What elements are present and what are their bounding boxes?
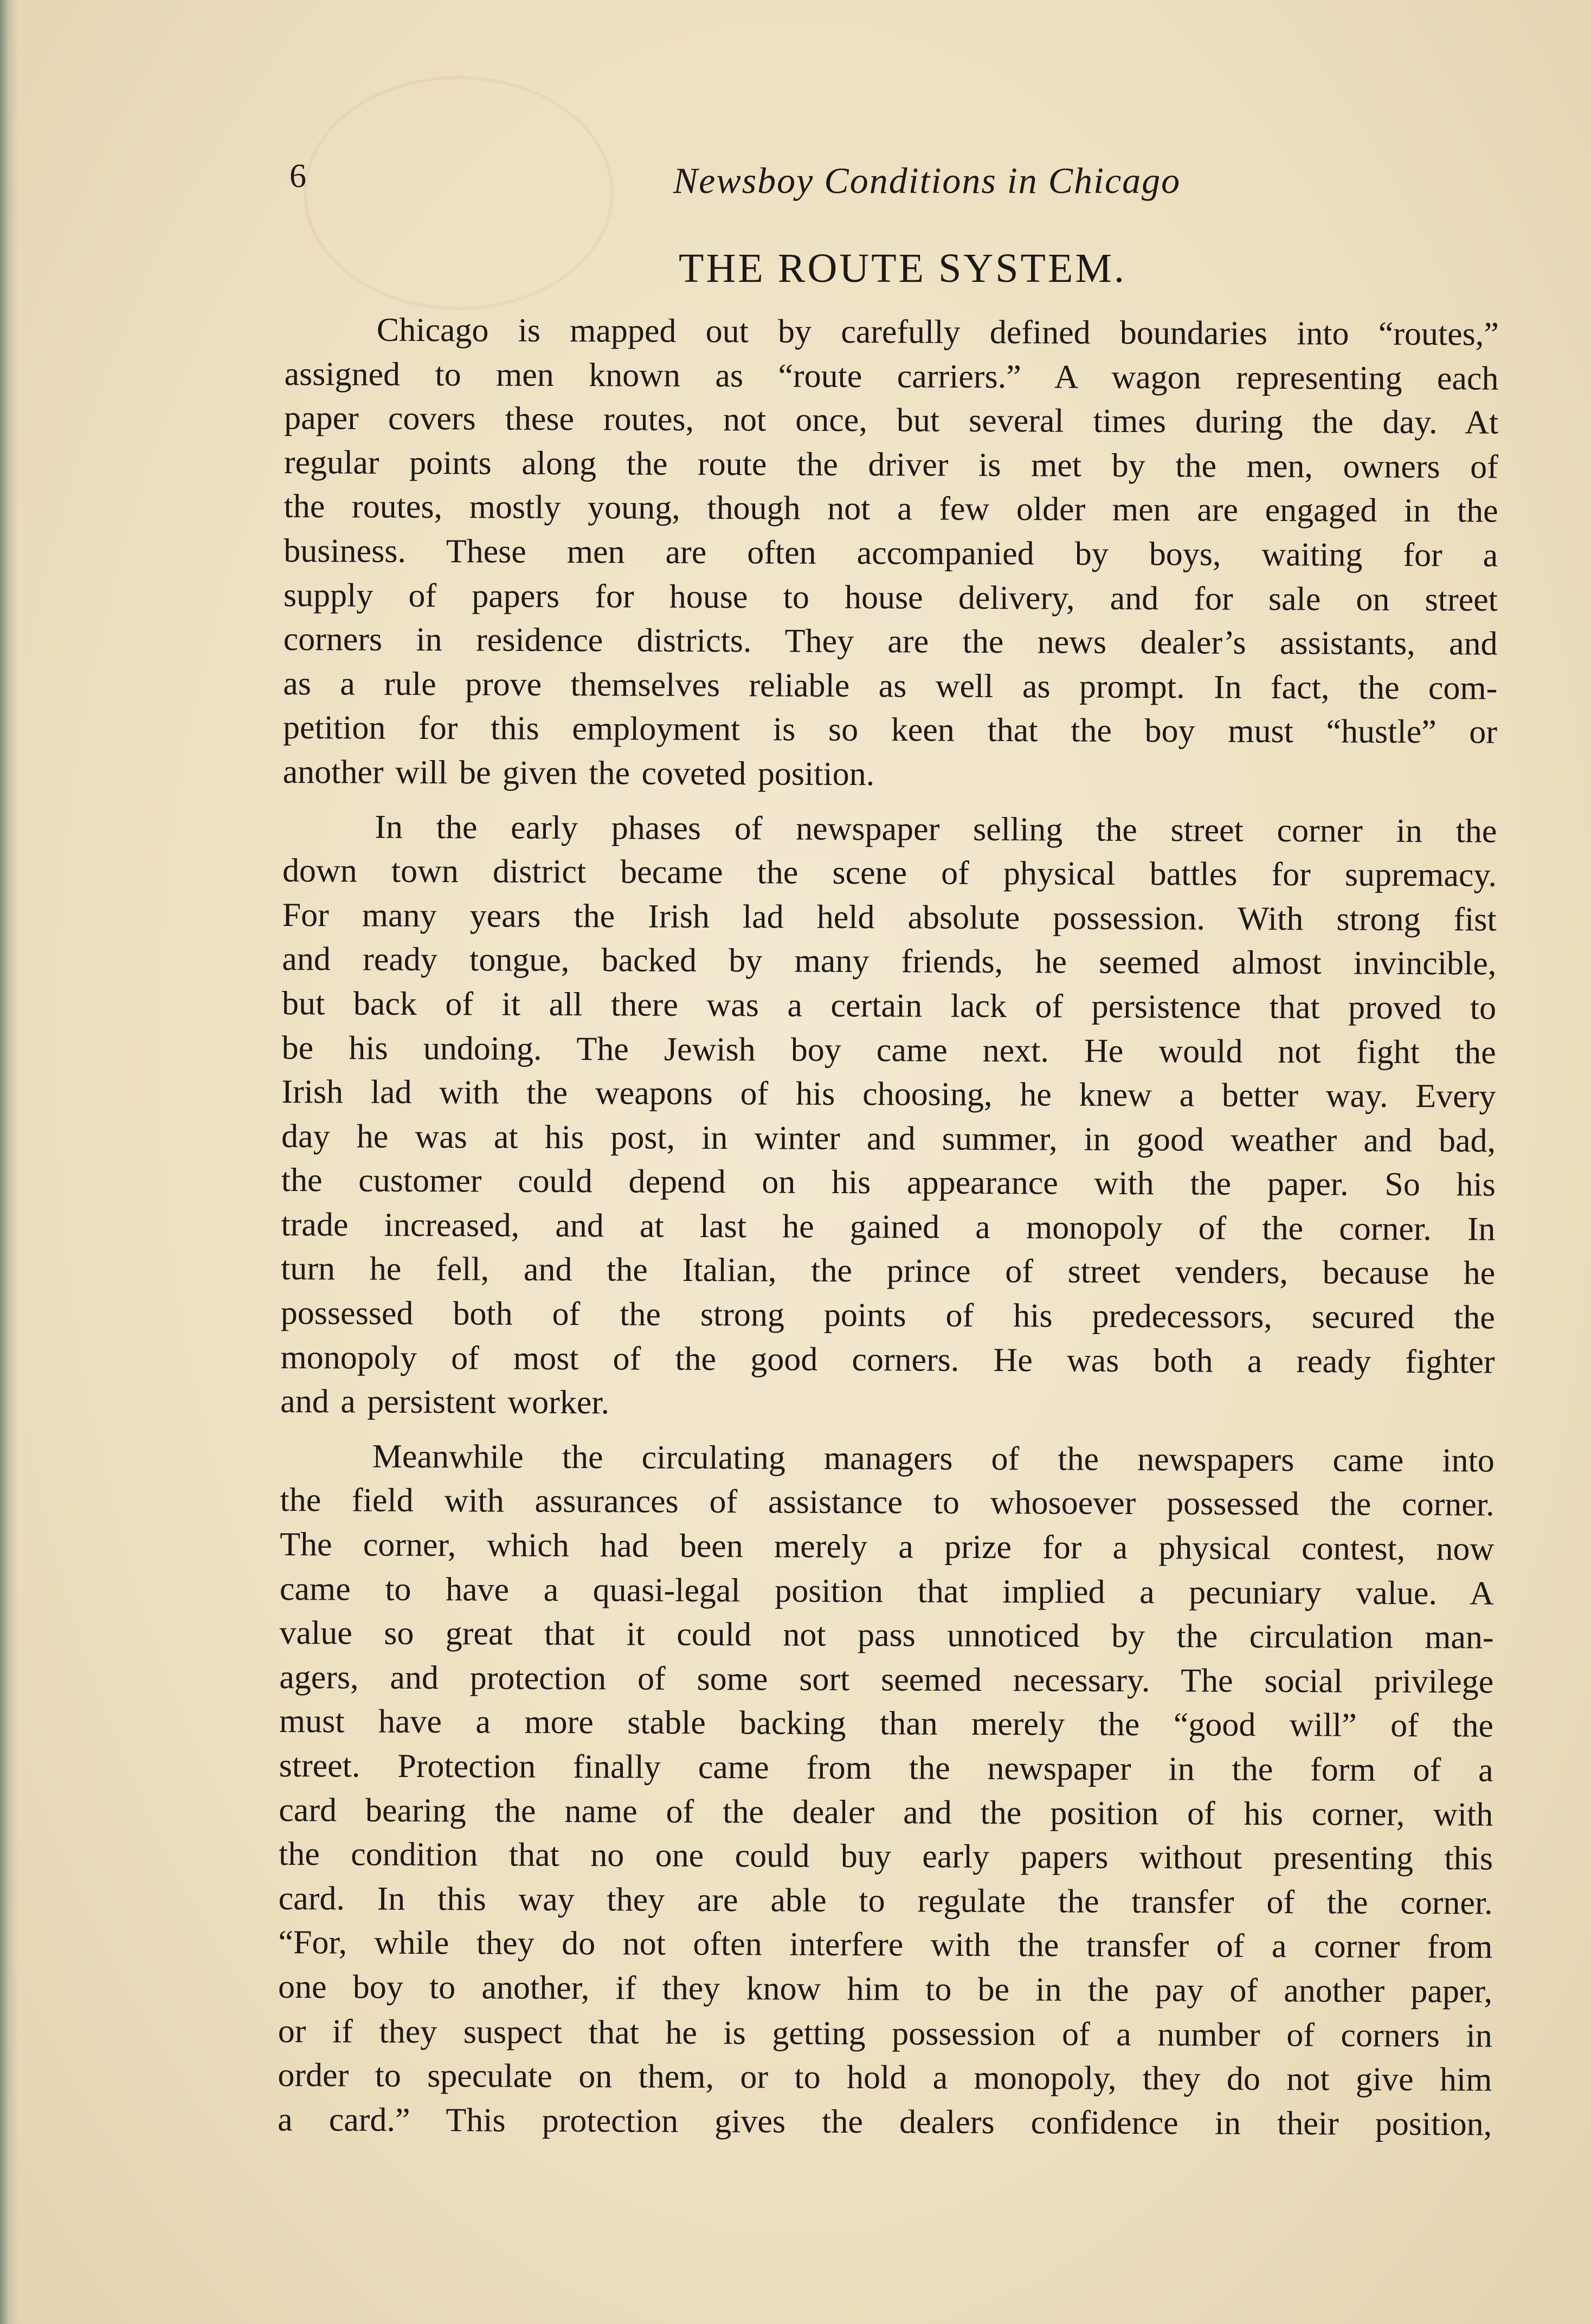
text-line: down town district became the scene of physical battles for supremacy. <box>282 852 1497 894</box>
text-line: day he was at his post, in winter and summer, in good weather and bad, <box>281 1117 1496 1160</box>
paragraph <box>283 308 1499 799</box>
text-line: petition for this employment is so keen that the boy must “hustle” or <box>282 709 1498 751</box>
text-line: For many years the Irish lad held absolute possession. With strong fist <box>282 896 1497 938</box>
text-line: a card.” This protection gives the dealers confidence in their position, <box>278 2101 1492 2143</box>
text-line: turn he fell, and the Italian, the prince of street venders, because he <box>281 1250 1496 1292</box>
text-line: but back of it all there was a certain lack of persistence that proved to <box>281 984 1497 1027</box>
body-text <box>278 308 1499 2147</box>
text-line: trade increased, and at last he gained a monopoly of the corner. In <box>281 1206 1496 1248</box>
text-line: or if they suspect that he is getting possession of a number of corners in <box>278 2012 1492 2055</box>
text-line: agers, and protection of some sort seemed necessary. The social privilege <box>279 1658 1494 1701</box>
running-title: Newsboy Conditions in Chicago <box>673 160 1181 201</box>
text-line: “For, while they do not often interfere with the transfer of a corner from <box>278 1924 1493 1966</box>
text-line: card bearing the name of the dealer and the position of his corner, with <box>279 1791 1493 1833</box>
text-line: assigned to men known as “route carriers.” A wagon representing each <box>284 355 1499 397</box>
text-line: one boy to another, if they know him to be in the pay of another paper, <box>278 1968 1493 2010</box>
text-line: the field with assurances of assistance to whosoever possessed the corner. <box>280 1482 1495 1524</box>
text-line: and ready tongue, backed by many friends, he seemed almost invincible, <box>282 941 1497 982</box>
text-line: another will be given the coveted position. <box>282 753 875 793</box>
running-header <box>282 154 1502 209</box>
text-line: In the early phases of newspaper selling the street corner in the <box>375 808 1497 850</box>
text-line: street. Protection finally came from the newspaper in the form of a <box>279 1747 1493 1789</box>
text-line: the routes, mostly young, though not a few older men are engaged in the <box>284 488 1498 530</box>
text-line: business. These men are often accompanied by boys, waiting for a <box>284 532 1498 574</box>
text-line: Irish lad with the weapons of his choosing, he knew a better way. Every <box>281 1073 1496 1115</box>
section-title: THE ROUTE SYSTEM. <box>679 246 1126 291</box>
text-line: supply of papers for house to house delivery, and for sale on street <box>283 576 1498 619</box>
paragraph <box>278 1434 1495 2147</box>
page-edge <box>0 0 18 2324</box>
text-line: corners in residence districts. They are the news dealer’s assistants, and <box>283 621 1498 662</box>
text-line: be his undoing. The Jewish boy came next. He would not fight the <box>281 1029 1496 1071</box>
text-line: must have a more stable backing than merely the “good will” of the <box>279 1703 1494 1744</box>
text-line: monopoly of most of the good corners. He was both a ready fighter <box>280 1338 1495 1381</box>
page-number: 6 <box>289 158 306 195</box>
text-line: The corner, which had been merely a prize for a physical contest, now <box>280 1526 1495 1568</box>
text-line: the customer could depend on his appearance with the paper. So his <box>281 1162 1496 1203</box>
text-line: and a persistent worker. <box>280 1383 610 1421</box>
text-line: the condition that no one could buy early papers without presenting this <box>278 1836 1493 1877</box>
text-line: regular points along the route the driver is met by the men, owners of <box>284 443 1499 486</box>
text-line: Meanwhile the circulating managers of the newspapers came into <box>372 1438 1495 1479</box>
text-line: Chicago is mapped out by carefully defined boundaries into “routes,” <box>376 311 1499 353</box>
text-line: value so great that it could not pass unnoticed by the circulation man- <box>279 1614 1494 1656</box>
text-line: paper covers these routes, not once, but several times during the day. At <box>284 400 1499 441</box>
paragraph <box>280 805 1497 1429</box>
text-line: possessed both of the strong points of his predecessors, secured the <box>280 1295 1495 1336</box>
text-line: came to have a quasi-legal position that implied a pecuniary value. A <box>279 1570 1495 1612</box>
text-line: order to speculate on them, or to hold a monopoly, they do not give him <box>278 2057 1492 2098</box>
text-line: as a rule prove themselves reliable as well as prompt. In fact, the com- <box>283 665 1498 707</box>
text-line: card. In this way they are able to regulate the transfer of the corner. <box>278 1879 1493 1922</box>
